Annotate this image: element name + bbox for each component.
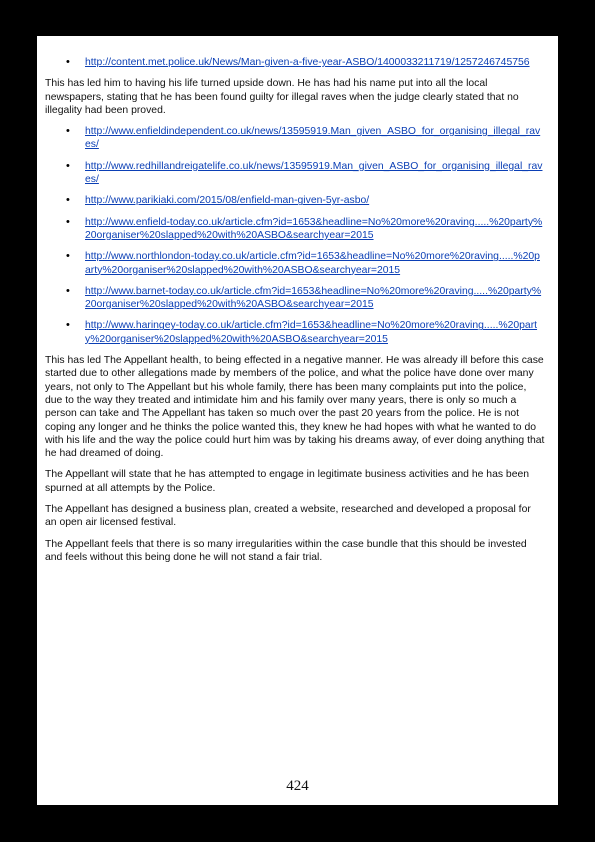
paragraph-fair-trial: The Appellant feels that there is so many irregularities within the case bundle that this should be invested and feels without this being done he will not stand a fair trial.	[45, 538, 527, 563]
bullet-icon: •	[66, 159, 70, 172]
reference-link[interactable]: http://content.met.police.uk/News/Man-given-a-five-year-ASBO/1400033211719/1257246745756	[85, 57, 530, 68]
link-list-news	[45, 125, 545, 346]
paragraph-name-in-newspapers: This has led him to having his life turned upside down. He has had his name put into all the local newspapers, stating that he has been found guilty for illegal raves when the judge clearly stated that no illegality had been proved.	[45, 78, 519, 116]
reference-link[interactable]: http://www.redhillandreigatelife.co.uk/news/13595919.Man_given_ASBO_for_organising_illegal_raves/	[85, 160, 543, 186]
paragraph-business-plan: The Appellant has designed a business plan, created a website, researched and developed a proposal for an open air licensed festival.	[45, 504, 531, 529]
bullet-icon: •	[66, 125, 70, 138]
bullet-icon: •	[66, 56, 70, 68]
document-body	[45, 56, 545, 572]
reference-link[interactable]: http://www.haringey-today.co.uk/article.cfm?id=1653&headline=No%20more%20raving.....%20party%20organiser%20slapped%20with%20ASBO&searchyear=2015	[85, 320, 538, 345]
bullet-icon: •	[66, 194, 70, 207]
reference-link[interactable]: http://www.parikiaki.com/2015/08/enfield-man-given-5yr-asbo/	[85, 195, 370, 207]
page-number: 424	[286, 778, 309, 794]
list-item	[45, 285, 545, 312]
reference-link[interactable]: http://www.enfieldindependent.co.uk/news/13595919.Man_given_ASBO_for_organising_illegal_raves/	[85, 126, 541, 151]
paragraph-health-impact: This has led The Appellant health, to being effected in a negative manner. He was already ill before this case started due to other allegations made by members of the police, and what the police have done over many years, not only to The Appellant but his whole family, there has been many complaints put into the police, due to the way they treated and intimidate him and his family over many years, there is only so much a person can take and The Appellant has taken so much over the past 20 years from the police. He is not coping any longer and he thinks the police wanted this, they knew he had hopes with what he wanted to do with his life and the way the police could hurt him was by taking his dreams away, of ever doing anything that he had dreamed of doing.	[45, 355, 545, 460]
bullet-icon: •	[66, 215, 70, 228]
reference-link[interactable]: http://www.barnet-today.co.uk/article.cfm?id=1653&headline=No%20more%20raving.....%20party%20organiser%20slapped%20with%20ASBO&searchyear=2015	[85, 285, 542, 311]
link-list-top	[45, 56, 545, 69]
bullet-icon: •	[66, 284, 70, 297]
list-item	[45, 194, 545, 207]
list-item	[45, 125, 545, 152]
paragraph-legitimate-business: The Appellant will state that he has attempted to engage in legitimate business activities and he has been spurned at all attempts by the Police.	[45, 469, 530, 494]
list-item	[45, 56, 545, 69]
reference-link[interactable]: http://www.northlondon-today.co.uk/article.cfm?id=1653&headline=No%20more%20raving.....%20party%20organiser%20slapped%20with%20ASBO&searchyear=2015	[85, 251, 540, 276]
reference-link[interactable]: http://www.enfield-today.co.uk/article.cfm?id=1653&headline=No%20more%20raving.....%20party%20organiser%20slapped%20with%20ASBO&searchyear=2015	[85, 216, 543, 241]
list-item	[45, 319, 545, 346]
bullet-icon: •	[66, 319, 70, 332]
list-item	[45, 160, 545, 187]
bullet-icon: •	[66, 250, 70, 263]
document-page	[37, 36, 558, 805]
list-item	[45, 250, 545, 277]
list-item	[45, 216, 545, 243]
